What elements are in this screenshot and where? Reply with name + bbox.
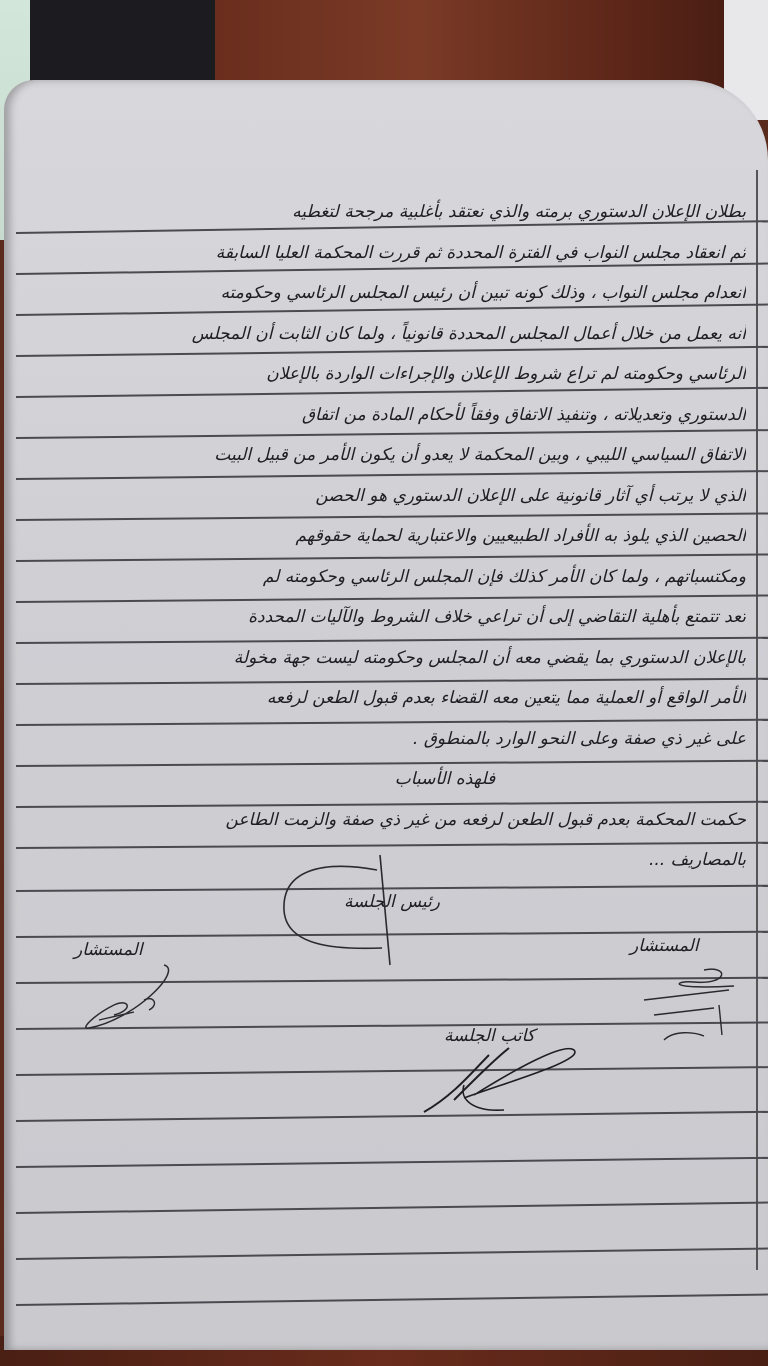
body-line: الاتفاق السياسي الليبي ، وبين المحكمة لا يعدو أن يكون الأمر من قبيل البيت <box>214 445 746 465</box>
ruling-line: حكمت المحكمة بعدم قبول الطعن لرفعه من غير ذي صفة والزمت الطاعن <box>225 809 746 830</box>
lined-paper-page <box>4 80 768 1350</box>
presiding-judge-label: رئيس الجلسة <box>344 892 440 912</box>
rule-line <box>16 1066 768 1076</box>
rule-line <box>16 1202 768 1214</box>
body-line: أنه يعمل من خلال أعمال المجلس المحددة قانونياً ، ولما كان الثابت أن المجلس <box>191 323 746 344</box>
rule-line <box>16 1157 768 1168</box>
presiding-judge-signature <box>272 850 402 970</box>
section-heading: فلهذه الأسباب <box>394 769 496 789</box>
body-line: الأمر الواقع أو العملية مما يتعين معه القضاء بعدم قبول الطعن لرفعه <box>266 688 746 708</box>
counselor-left-signature <box>74 960 184 1040</box>
body-line: الرئاسي وحكومته لم تراع شروط الإعلان والإجراءات الواردة بالإعلان <box>266 364 746 384</box>
body-line: الدستوري وتعديلاته ، وتنفيذ الاتفاق وفقاً لأحكام المادة من اتفاق <box>301 404 746 425</box>
counselor-left-label: المستشار <box>74 940 143 960</box>
body-line: الحصين الذي يلوذ به الأفراد الطبيعيين والاعتبارية لحماية حقوقهم <box>295 526 746 546</box>
body-line: تعد تتمتع بأهلية التقاضي إلى أن تراعي خلاف الشروط والآليات المحددة <box>248 607 746 627</box>
body-line: انعدام مجلس النواب ، وذلك كونه تبين أن رئيس المجلس الرئاسي وحكومته <box>220 283 746 303</box>
body-line: ومكتسباتهم ، ولما كان الأمر كذلك فإن المجلس الرئاسي وحكومته لم <box>262 566 746 587</box>
rule-line <box>16 1248 768 1260</box>
counselor-right-label: المستشار <box>630 936 699 956</box>
body-line: ثم انعقاد مجلس النواب في الفترة المحددة ثم قررت المحكمة العليا السابقة <box>215 242 746 263</box>
court-clerk-signature <box>414 1040 594 1120</box>
rule-line <box>16 1111 768 1122</box>
body-line: بالإعلان الدستوري بما يقضي معه أن المجلس وحكومته ليست جهة مخولة <box>233 647 746 668</box>
counselor-right-signature <box>634 960 744 1050</box>
rule-line <box>16 1294 768 1306</box>
body-line: بطلان الإعلان الدستوري برمته والذي نعتقد بأغلبية مرجحة لتغطيه <box>292 202 746 222</box>
body-line: على غير ذي صفة وعلى النحو الوارد بالمنطوق . <box>412 728 746 749</box>
ruling-line: بالمصاريف ... <box>649 850 746 870</box>
court-clerk-label: كاتب الجلسة <box>444 1026 535 1046</box>
ruling-text-body <box>24 192 746 881</box>
body-line: الذي لا يرتب أي آثار قانونية على الإعلان الدستوري هو الحصن <box>315 485 746 506</box>
